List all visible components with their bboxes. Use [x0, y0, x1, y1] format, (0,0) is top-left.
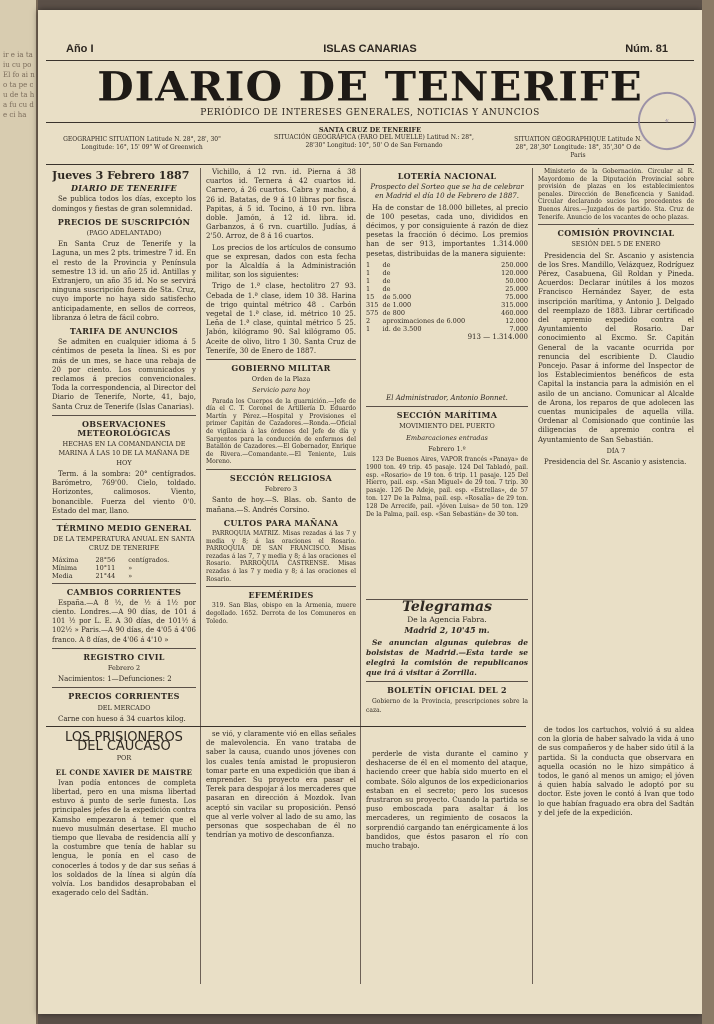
subheading-mercado: DEL MERCADO [97, 703, 151, 712]
feuilleton-col-2 [206, 730, 356, 1000]
heading-suscripcion: PRECIOS DE SUSCRIPCIÓN [57, 216, 191, 227]
table-row: 1 de 120.000 [366, 268, 528, 277]
feuilleton-col-4 [538, 726, 694, 1000]
prize-table [366, 261, 528, 333]
registro-date: Febrero 2 [107, 663, 141, 672]
table-row: Máxima 28°56 centígrados. [52, 555, 170, 564]
dia-text: Presidencia del Sr. Ascanio y asistencia. [544, 458, 687, 467]
table-row: 315 de 1.000 315.000 [366, 300, 528, 309]
subheading-servicio: Servicio para hoy [252, 386, 310, 395]
column-2 [206, 168, 356, 724]
column-3-maritime [366, 394, 528, 594]
ads-text: Se admiten en cualquier idioma á 5 céntimos de peseta la línea. Si es por más de un mes, se hace una rebaja de 20 por ciento. Los comunicados y reclamos á precios convencionales. Toda la correspondencia, al Director del Diario de Tenerife, Norte, 41, bajo, Santa Cruz de Tenerife (Islas Canarias). [52, 338, 196, 411]
entradas-date: Febrero 1.º [428, 444, 466, 453]
subheading-entradas: Embarcaciones entradas [406, 433, 488, 442]
column-3 [366, 168, 528, 392]
issue-number: Núm. 81 [625, 43, 668, 55]
newspaper-page [38, 10, 702, 1014]
top-rule [46, 60, 694, 61]
geo-left: GEOGRAPHIC SITUATION Latitude N. 28°, 28', 30" Longitude: 16°, 15' 09" W of Greenwich [63, 136, 221, 151]
heading-meteo: OBSERVACIONES METEOROLÓGICAS [77, 418, 171, 439]
heading-loteria: LOTERÍA NACIONAL [397, 171, 497, 181]
heading-maritima: SECCIÓN MARÍTIMA [396, 410, 498, 421]
feuilleton-rule [46, 726, 526, 727]
agencia-label: De la Agencia Fabra. [407, 615, 487, 625]
table-row: Mínima 10°11 » [52, 563, 133, 572]
subheading-termino: DE LA TEMPERATURA ANUAL EN SANTA CRUZ DE TENERIFE [53, 535, 195, 553]
story-part-2: se vió, y claramente vió en ellas señales de malevolencia. En vano trataba de saber la causa, cuando unos jóvenes con los cuales tenía amistad le propusieron tomar parte en una expedición que iban á emprender. Su proyecto era pasar el Terek para despojar á los mercaderes que pasaran en dirección á Mozdok. Ivan aceptó sin vacilar su proposición. Pensó que al verle volver al lado de su amo, las personas que sospechaban de él no tendrían ya motivo de desconfianza. [206, 730, 356, 840]
column-rule [360, 168, 361, 394]
heading-corrientes: PRECIOS CORRIENTES [68, 691, 180, 702]
column-rule [532, 168, 533, 394]
table-row: 15 de 5.000 75.000 [366, 292, 528, 301]
cambios-text: España.—A 8 ½, de ½ á 1½ por ciento. Londres.—A 90 días, de 101 á 101 ½ por L. E. A 30 días, de 101½ á 102½ » Paris.—A 90 días, de 4'05 á 4'06 franco. A 8 días, de 4'06 á 4'10 » [52, 598, 196, 644]
subheading-adelantado: (PAGO ADELANTADO) [86, 229, 162, 238]
heading-boletin: BOLETÍN OFICIAL DEL 2 [387, 684, 507, 695]
heading-registro: REGISTRO CIVIL [83, 651, 165, 662]
subtitle-rule [46, 122, 694, 123]
geo-center: SITUACIÓN GEOGRÁFICA (FARO DEL MUELLE) Latitud N.: 28°, 28'30" Longitud: 10°, 50' O de San Fernando [274, 134, 474, 149]
feuilleton-author: EL CONDE XAVIER DE MAISTRE [55, 767, 193, 777]
subheading-sesion: SESIÓN DEL 5 DE ENERO [571, 240, 661, 249]
religiosa-text: Santo de hoy.—S. Blas. ob. Santo de mañana.—S. Andrés Corsino. [206, 496, 356, 514]
heading-cultos: CULTOS PARA MAÑANA [223, 517, 339, 528]
trigo-prices: Trigo de 1.ª clase, hectolitro 27 93. Cebada de 1.ª clase, idem 10 38. Harina de trigo quintal métrico 48 . Carbón vegetal de 1.ª clase, id. métrico 10 25. Leña de 1.ª clase, quintal métrico 5 25. Jabón, kilógramo 90. Sal kilógramo 05. Aceite de olivo, litro 1 30. Santa Cruz de Tenerife, 30 de Enero de 1887. [206, 282, 356, 355]
subheading-orden: Orden de la Plaza [251, 375, 311, 384]
heading-anuncios: TARIFA DE ANUNCIOS [69, 326, 179, 337]
table-row: 575 de 800 460.000 [366, 308, 528, 317]
library-stamp: ⚜ [630, 84, 702, 158]
market-prices: Vichillo, á 12 rvn. id. Pierna á 38 cuartos id. Ternera á 42 cuartos id. Carnero, á 26 cuartos. Cabra y macho, á 26 id. Batatas, de 9 á 10 libras por fisca. Papitas, á 5 id. Tocino, á 10 rvn. libra doble. Jamón, á 12 id. libra. id. Garbanzos, á 6 rvn. cuartillo. Judías, á 2'50. Arroz, de 8 á 16 cuartos. [206, 168, 356, 241]
page-edge [702, 0, 714, 1024]
feuilleton-col-3 [366, 750, 528, 1000]
geo-right: SITUATION GÉOGRAPHIQUE Latitude N. 28°, 28',30" Longitude: 18°, 35',30" O de Paris [514, 136, 642, 159]
subheading-dia: DÍA 7 [606, 446, 626, 455]
telegram-place: Madrid 2, 10'45 m. [404, 625, 490, 636]
heading-telegramas: Telegramas [402, 599, 492, 615]
loteria-text: Ha de constar de 18.000 billetes, al precio de 100 pesetas, cada uno, divididos en décimos, y por consiguiente á razón de diez pesetas la fracción ó décimo. Los premios han de ser 913, importantes 1.314.000 pesetas, distribuidas de la manera siguiente: [366, 203, 528, 258]
telegram-text: Se anuncian algunas quiebras de bolsistas de Madrid.—Esta tarde se elegirá la comisión de republicanos que irá á visitar á Zorrilla. [366, 637, 528, 677]
admin-signature: El Administrador, Antonio Bonnet. [386, 394, 508, 402]
heading-comision: COMISIÓN PROVINCIAL [557, 228, 675, 239]
feuilleton-por: POR [116, 754, 132, 763]
boletin-text: Gobierno de la Provincia, prescripciones sobre la caza. [366, 697, 528, 715]
issue-date: Jueves 3 Febrero 1887 [52, 169, 190, 182]
adjacent-page-strip: ir e ia ta iu cu po El fo ai no ta pe cu de ta ha fu cu de ci ha [0, 0, 38, 1024]
table-row: 1 de 250.000 [366, 260, 528, 269]
story-part-1: Ivan podía entonces de completa libertad, pero en una misma libertad estuvo á punto de serle funesta. Los principales jefes de la expedición contra Kamsho empezaron á temer que el nuevo musulmán desertase. El mucho tiempo que llevaba de residencia allí y la costumbre que tenía de hablar su lengua, le ponía en el caso de conocerles á todos y de dar sus señas á los soldados de la línea si algún día volvía. Los bandidos desaprobaban el exagerado celo del Sadtán. [52, 778, 196, 898]
prize-total: 913 — 1.314.000 [467, 332, 528, 341]
column-rule [200, 394, 201, 984]
heading-gobierno: GOBIERNO MILITAR [231, 363, 331, 374]
table-row: 1 de 50.000 [366, 276, 528, 285]
subheading-meteo: HECHAS EN LA COMANDANCIA DE MARINA Á LAS 10 DE LA MAÑANA DE HOY [58, 440, 190, 467]
registro-text: Nacimientos: 1—Defunciones: 2 [58, 675, 172, 684]
city-label: SANTA CRUZ DE TENERIFE [318, 126, 422, 134]
column-4 [538, 168, 694, 724]
feuilleton-col-1 [52, 730, 196, 1000]
heading-cambios: CAMBIOS CORRIENTES [66, 586, 182, 597]
column-rule [360, 394, 361, 984]
heading-efemerides: EFEMÉRIDES [248, 590, 314, 601]
heading-religiosa: SECCIÓN RELIGIOSA [229, 473, 333, 484]
story-part-3: perderle de vista durante el camino y deshacerse de él en el momento del ataque, haciendo creer que había sido muerto en el combate. Sólo algunos de los expedicionarios estaban en el secreto; pero los sucesos frustraron su proyecto. Cuando la partida se puso emboscada para asaltar á los mercaderes, un regimiento de cosacos la sorprendió cargando tan enérgicamente á los bandidos, que éstos pasaron el río con mucho trabajo. [366, 750, 528, 851]
feuilleton-title: LOS PRISIONEROS DEL CÁUCASO [65, 730, 183, 755]
subheading-movimiento: MOVIMIENTO DEL PUERTO [399, 422, 495, 431]
paper-name: DIARIO DE TENERIFE [71, 183, 177, 194]
precios-intro: Los precios de los artículos de consumo que se expresan, dados con esta fecha por la Alcaldía á la Administración militar, son los siguientes: [206, 243, 356, 280]
table-row: Media 21°44 » [52, 571, 133, 580]
column-1 [52, 168, 196, 724]
gobierno-text: Parada los Cuerpos de la guarnición.—Jefe de día el C. T. Coronel de Artillería D. Eduardo Martín y Pérez.—Hospital y Provisiones el primer Capitán de Cazadores.—Ronda.—Oficial de vigilancia á las órdenes del Jefe de día y Sargentos para la conducción de enfermos del Batallón de Cazadores.—El Gobernador, Enrique de Rivera.—Comandante.—El Teniente, Luis Moreno. [206, 397, 356, 466]
subscription-text: En Santa Cruz de Tenerife y la Laguna, un mes 2 pts. trimestre 7 id. En el resto de la Provincia y Península semestre 13 id. un año 25 id. Antillas y Extranjero, un año 35 id. No se servirá ninguna suscripción fuera de Sta. Cruz, cuyo importe no haya sido satisfecho anticipadamente, en sellos de correos, libranza ó letra de fácil cobro. [52, 240, 196, 322]
religiosa-date: Febrero 3 [264, 485, 298, 494]
carne-text: Carne con hueso á 34 cuartos kilog. [58, 714, 186, 723]
loteria-intro: Prospecto del Sorteo que se ha de celebrar en Madrid el día 10 de Febrero de 1887. [370, 183, 524, 201]
telegram-section [366, 596, 528, 746]
column-rule [200, 168, 201, 394]
region-label: ISLAS CANARIAS [323, 43, 417, 55]
year-label: Año I [66, 43, 94, 55]
table-row: 1 de 25.000 [366, 284, 528, 293]
column-rule [532, 394, 533, 984]
comision-text: Presidencia del Sr. Ascanio y asistencia de los Sres. Mandillo, Velázquez, Rodríguez Pérez, Casabuena, Gil Roldan y Pineda. Acuerdos: Declarar inútiles á los mozos Francisco Hernández Sayer, de esta inscripción marítima, y Antonio J. Delgado del reemplazo de 1883. Librar certificado del apremio expedido contra el Ayuntamiento del Rosario. Dar conocimiento al Excmo. Sr. Capitán General de la vacante ocurrida por renuncia del escribiente D. Claudio Poncejo. Pasar á informe del Inspector de los Establecimientos benéficos de esta Capital la instancia para la admisión en el asilo de un anciano. Comunicar al Alcalde de Arona, los reparos de que adolecen las cuentas municipales de aquella villa. Ordenar al Comisionado que continúe las diligencias de apremio contra el Ayuntamiento de San Sebastián. [538, 251, 694, 444]
intro-text: Se publica todos los días, excepto los domingos y fiestas de gran solemnidad. [52, 195, 196, 213]
temperature-table [52, 556, 196, 580]
newspaper-title: DIARIO DE TENERIFE [97, 63, 643, 110]
story-part-4: de todos los cartuchos, volvió á su aldea con la gloria de haber salvado la vida á uno de sus compañeros y de haber sido útil á la partida. Si la conducta que observara en aquella ocasión no le hizo simpático á todos, le ganó al menos un amigo; el jóven á quien había salvado le adoptó por su doctor. Este joven le contó á Ivan que todo lo que habían fraguado era obra del Sadtán y del jefe de la expedición. [538, 726, 694, 817]
newspaper-subtitle: PERIÓDICO DE INTERESES GENERALES, NOTICIAS Y ANUNCIOS [200, 108, 540, 118]
table-row: 1 id. de 3.500 7.000 [366, 324, 528, 333]
maritima-text: 123 De Buenos Aires, VAPOR francés «Panaya» de 1900 ton. 49 trip. 45 pasaje. 124 Del Tabladó, pail. esp. «Rosario» de 19 ton. 6 trip. 11 pasaje. 125 Del Hierro, pail. esp. «San Miguel» de 29 ton. 7 trip. 30 pasaje. 126 De Adeje, pail. esp. «Estrellas», de 57 ton. 127 De la Palma, pail. esp. «Rosalía» de 29 ton. 128 De Arrecife, pail. «Jóven Luisa» de 50 ton. 129 De la Palma, pail. esp. «San Sebastián» de 30 ton. [366, 456, 528, 518]
cultos-text: PARROQUIA MATRIZ. Misas rezadas á las 7 y media y 8; á las oraciones el Rosario. PARROQUIA DE SAN FRANCISCO. Misas rezadas á las 7, 7 y media y 8; á las oraciones el Rosario. PARROQUIA CASTRENSE. Misas rezadas á las 7 y media y 8; á las oraciones el Rosario. [206, 530, 356, 583]
boletin-notes: Ministerio de la Gobernación. Circular al R. Mayordomo de la Diputación Provincial sobre provisión de plazas en los establecimientos penales. Dirección de Beneficencia y Sanidad. Circular declarando sucios los procedentes de Buenos Aires.—Juzgados de partido. Sta. Cruz de Tenerife. Anuncio de los vacantes de ocho plazas. [538, 168, 694, 221]
meteo-text: Term. á la sombra: 20° centígrados. Barómetro, 769'00. Cielo, toldado. Horizontes, calimosos. Viento, bonancible. Fuerza del viento 0'0. Estado del mar, llano. [52, 469, 196, 515]
heading-termino: TÉRMINO MEDIO GENERAL [56, 522, 192, 533]
table-row: 2 aproximaciones de 6.000 12.000 [366, 316, 528, 325]
efemerides-text: 319. San Blas, obispo en la Armenia, muere degollado. 1652. Derrota de los Comuneros en Toledo. [206, 602, 356, 625]
masthead-bottom-rule [46, 164, 694, 165]
